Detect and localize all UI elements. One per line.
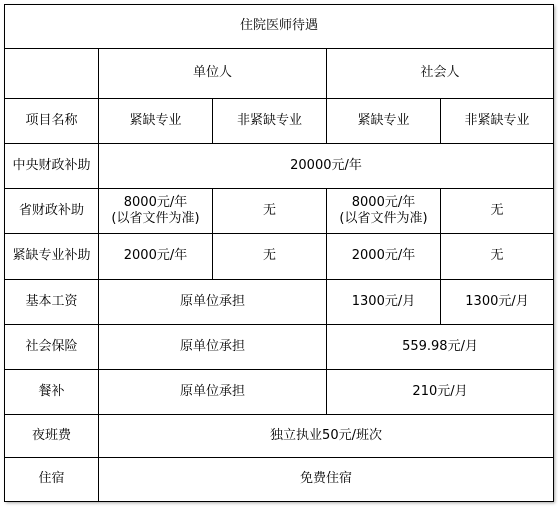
- shortage-subsidy-social-non-shortage: 无: [441, 234, 554, 280]
- table-row: [5, 189, 554, 234]
- row-label-night-shift: 夜班费: [5, 415, 99, 458]
- meal-allowance-social: 210元/月: [327, 370, 554, 415]
- group-header-row: [5, 49, 554, 99]
- table-row: [5, 234, 554, 280]
- provincial-social-shortage-amount: 8000元/年: [351, 194, 416, 210]
- empty-corner-cell: [5, 49, 99, 99]
- group-social-header: 社会人: [327, 49, 554, 99]
- row-label-social-insurance: 社会保险: [5, 325, 99, 370]
- table-container: [4, 4, 553, 501]
- row-label-central-subsidy: 中央财政补助: [5, 144, 99, 189]
- table-title: 住院医师待遇: [5, 5, 554, 49]
- column-header-row: [5, 99, 554, 144]
- table-row: [5, 415, 554, 458]
- table-row: [5, 325, 554, 370]
- base-salary-unit: 原单位承担: [99, 280, 327, 325]
- item-name-header: 项目名称: [5, 99, 99, 144]
- group-unit-header: 单位人: [99, 49, 327, 99]
- table-row: [5, 458, 554, 502]
- resident-physician-benefits-table: [4, 4, 554, 502]
- shortage-subsidy-unit-shortage: 2000元/年: [99, 234, 213, 280]
- meal-allowance-unit: 原单位承担: [99, 370, 327, 415]
- provincial-unit-shortage-amount: 8000元/年: [123, 194, 188, 210]
- unit-shortage-header: 紧缺专业: [99, 99, 213, 144]
- provincial-unit-shortage-note: (以省文件为准): [111, 211, 200, 226]
- social-shortage-header: 紧缺专业: [327, 99, 441, 144]
- unit-non-shortage-header: 非紧缺专业: [213, 99, 327, 144]
- table-row: [5, 370, 554, 415]
- provincial-unit-non-shortage-cell: 无: [213, 189, 327, 234]
- shortage-subsidy-social-shortage: 2000元/年: [327, 234, 441, 280]
- base-salary-social-shortage: 1300元/月: [327, 280, 441, 325]
- social-insurance-social: 559.98元/月: [327, 325, 554, 370]
- base-salary-social-non-shortage: 1300元/月: [441, 280, 554, 325]
- social-insurance-unit: 原单位承担: [99, 325, 327, 370]
- row-label-base-salary: 基本工资: [5, 280, 99, 325]
- row-label-shortage-subsidy: 紧缺专业补助: [5, 234, 99, 280]
- provincial-social-shortage-cell: [327, 189, 441, 234]
- central-subsidy-value: 20000元/年: [99, 144, 554, 189]
- table-row: [5, 280, 554, 325]
- provincial-social-shortage-note: (以省文件为准): [339, 211, 428, 226]
- shortage-subsidy-unit-non-shortage: 无: [213, 234, 327, 280]
- row-label-lodging: 住宿: [5, 458, 99, 502]
- title-row: [5, 5, 554, 49]
- lodging-value: 免费住宿: [99, 458, 554, 502]
- night-shift-value: 独立执业50元/班次: [99, 415, 554, 458]
- table-row: [5, 144, 554, 189]
- row-label-meal-allowance: 餐补: [5, 370, 99, 415]
- provincial-social-non-shortage-cell: 无: [441, 189, 554, 234]
- row-label-provincial-subsidy: 省财政补助: [5, 189, 99, 234]
- social-non-shortage-header: 非紧缺专业: [441, 99, 554, 144]
- provincial-unit-shortage-cell: [99, 189, 213, 234]
